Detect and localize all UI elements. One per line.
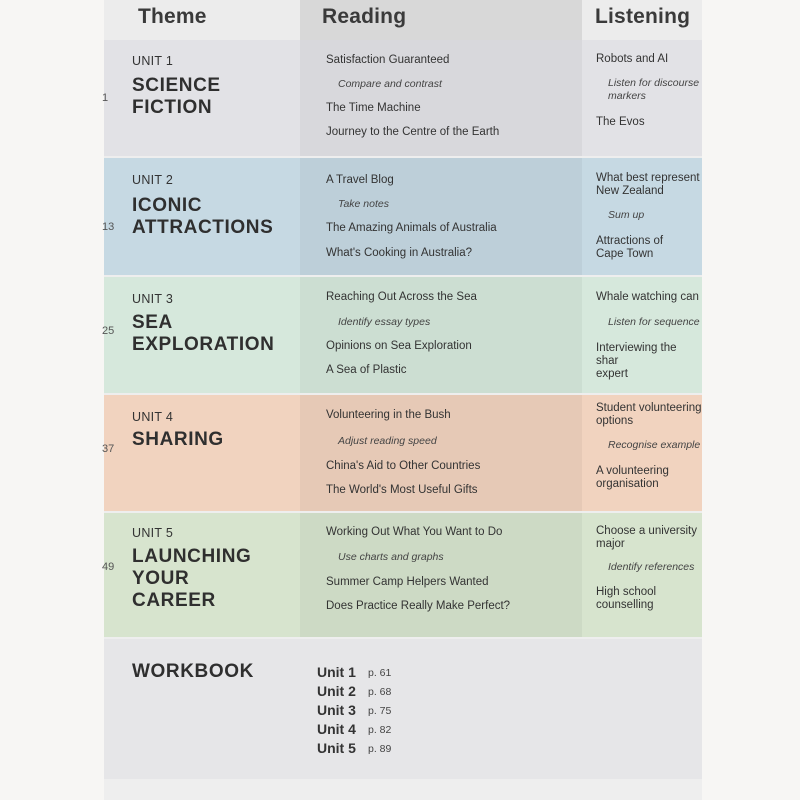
listening-skill: Listen for discourse markers: [608, 77, 700, 102]
unit-label: UNIT 3: [132, 292, 174, 306]
reading-item: Journey to the Centre of the Earth: [326, 126, 500, 138]
listening-skill: Sum up: [608, 209, 645, 221]
listening-item: Interviewing the shar expert: [596, 342, 677, 380]
listening-item: Student volunteering options: [596, 402, 702, 427]
workbook-unit: Unit 2: [317, 683, 356, 699]
listening-item: Whale watching can: [596, 291, 699, 303]
listening-skill: Identify references: [608, 561, 695, 573]
unit-2-row: [104, 158, 702, 275]
workbook-unit: Unit 5: [317, 740, 356, 756]
listening-item: Attractions of Cape Town: [596, 235, 664, 260]
workbook-page: p. 75: [368, 705, 392, 717]
workbook-title: WORKBOOK: [132, 661, 254, 682]
unit-label: UNIT 4: [132, 410, 174, 424]
reading-skill: Take notes: [338, 198, 389, 210]
reading-item: Opinions on Sea Exploration: [326, 340, 472, 352]
unit-page-number: 13: [102, 221, 115, 233]
unit-1-row: [104, 40, 702, 156]
unit-title: LAUNCHING YOUR CAREER: [132, 546, 252, 611]
listening-item: What best represent New Zealand: [596, 172, 700, 197]
reading-item: Does Practice Really Make Perfect?: [326, 600, 511, 612]
reading-item: The Time Machine: [326, 102, 421, 114]
unit-title: SEA EXPLORATION: [132, 312, 275, 355]
unit-label: UNIT 5: [132, 526, 174, 540]
workbook-unit: Unit 4: [317, 721, 356, 737]
reading-skill: Use charts and graphs: [338, 551, 444, 563]
unit-page-number: 49: [102, 561, 115, 573]
unit-page-number: 25: [102, 325, 115, 337]
workbook-page: p. 82: [368, 724, 392, 736]
unit-title: SCIENCE FICTION: [132, 75, 221, 118]
workbook-section: [104, 639, 702, 779]
theme-header: Theme: [138, 5, 207, 28]
unit-page-number: 1: [102, 92, 109, 104]
reading-skill: Compare and contrast: [338, 78, 442, 90]
reading-item: Working Out What You Want to Do: [326, 526, 503, 538]
reading-item: Satisfaction Guaranteed: [326, 54, 450, 66]
reading-item: Volunteering in the Bush: [326, 409, 451, 421]
listening-item: The Evos: [596, 116, 645, 128]
unit-title: ICONIC ATTRACTIONS: [132, 195, 274, 238]
workbook-page: p. 61: [368, 667, 392, 679]
reading-item: A Travel Blog: [326, 174, 394, 186]
listening-item: High school counselling: [596, 586, 657, 611]
reading-item: Reaching Out Across the Sea: [326, 291, 477, 303]
listening-header: Listening: [595, 5, 691, 28]
unit-5-row: [104, 513, 702, 637]
unit-3-row: [104, 277, 702, 393]
listening-item: Robots and AI: [596, 53, 669, 65]
unit-title: SHARING: [132, 429, 224, 450]
reading-header: Reading: [322, 5, 407, 28]
reading-item: China's Aid to Other Countries: [326, 460, 481, 472]
workbook-unit: Unit 3: [317, 702, 356, 718]
reading-item: A Sea of Plastic: [326, 364, 407, 376]
workbook-page: p. 68: [368, 686, 392, 698]
reading-skill: Identify essay types: [338, 316, 431, 328]
unit-label: UNIT 2: [132, 173, 174, 187]
listening-item: Choose a university major: [596, 525, 697, 550]
reading-skill: Adjust reading speed: [338, 435, 437, 447]
reading-item: The Amazing Animals of Australia: [326, 222, 497, 234]
workbook-unit: Unit 1: [317, 664, 356, 680]
reading-item: The World's Most Useful Gifts: [326, 484, 478, 496]
unit-page-number: 37: [102, 443, 115, 455]
contents-page: [104, 0, 702, 800]
listening-skill: Recognise example: [608, 439, 701, 451]
reading-item: What's Cooking in Australia?: [326, 247, 473, 259]
unit-4-row: [104, 395, 702, 511]
listening-skill: Listen for sequence: [608, 316, 700, 328]
table-header: [104, 0, 702, 40]
listening-item: A volunteering organisation: [596, 465, 669, 490]
unit-label: UNIT 1: [132, 54, 174, 68]
reading-item: Summer Camp Helpers Wanted: [326, 576, 489, 588]
workbook-page: p. 89: [368, 743, 392, 755]
